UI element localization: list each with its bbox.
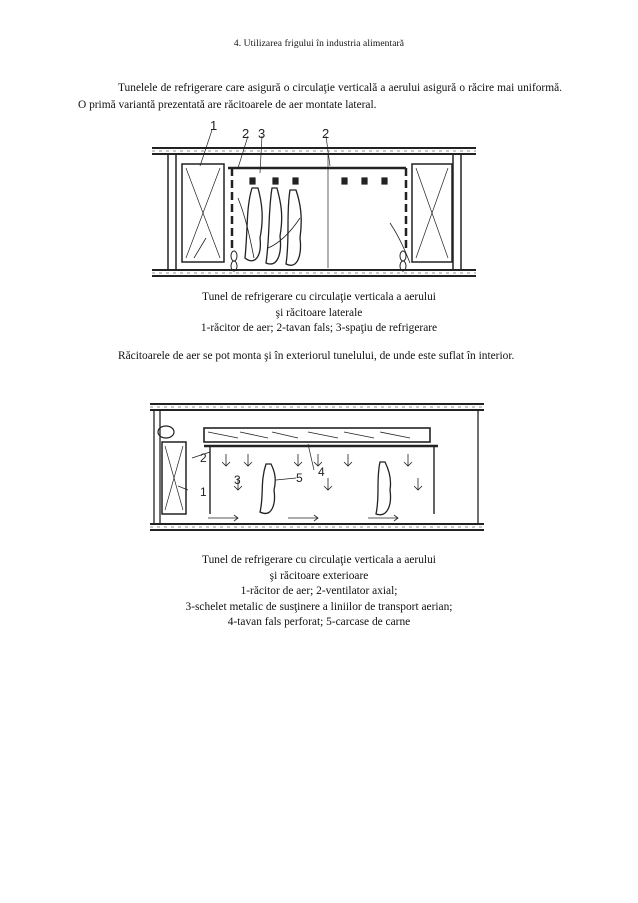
caption-line: şi răcitoare laterale: [275, 306, 363, 319]
caption-line: 1-răcitor de aer; 2-ventilator axial;: [240, 585, 398, 597]
fig1-label-3: 3: [258, 126, 266, 141]
caption-line: Tunel de refrigerare cu circulaţie verticala a aerului: [202, 554, 436, 566]
fig2-label-4: 4: [318, 465, 325, 479]
fig2-label-2: 2: [200, 451, 207, 465]
caption-line: 3-schelet metalic de susţinere a liniilor de transport aerian;: [185, 600, 453, 613]
caption-line: 4-tavan fals perforat; 5-carcase de carne: [227, 616, 411, 628]
intro-paragraph: Tunelele de refrigerare care asigură o circulaţie verticală a aerului asigură o răcire mai uniformă. O primă variantă prezentată are răcitoarele de aer montate lateral.: [78, 82, 562, 111]
caption-line: şi răcitoare exterioare: [269, 569, 369, 582]
figure2-caption: [0, 553, 638, 631]
caption-line: 1-răcitor de aer; 2-tavan fals; 3-spaţiu de refrigerare: [200, 322, 438, 334]
fig2-label-5: 5: [296, 471, 303, 485]
fig2-label-3: 3: [234, 473, 241, 487]
fig1-label-1: 1: [210, 118, 218, 133]
fig1-label-2: 2: [242, 126, 250, 141]
figure-lateral-coolers: [150, 118, 478, 293]
figure-exterior-coolers: [148, 394, 486, 546]
page-header: 4. Utilizarea frigului în industria alimentară: [233, 39, 405, 49]
figure1-caption: [0, 290, 638, 337]
fig1-label-2b: 2: [322, 126, 330, 141]
caption-line: Tunel de refrigerare cu circulaţie verticala a aerului: [202, 291, 436, 303]
fig2-label-1: 1: [200, 485, 207, 499]
second-paragraph: Răcitoarele de aer se pot monta şi în exteriorul tunelului, de unde este suflat în interior.: [118, 350, 515, 362]
